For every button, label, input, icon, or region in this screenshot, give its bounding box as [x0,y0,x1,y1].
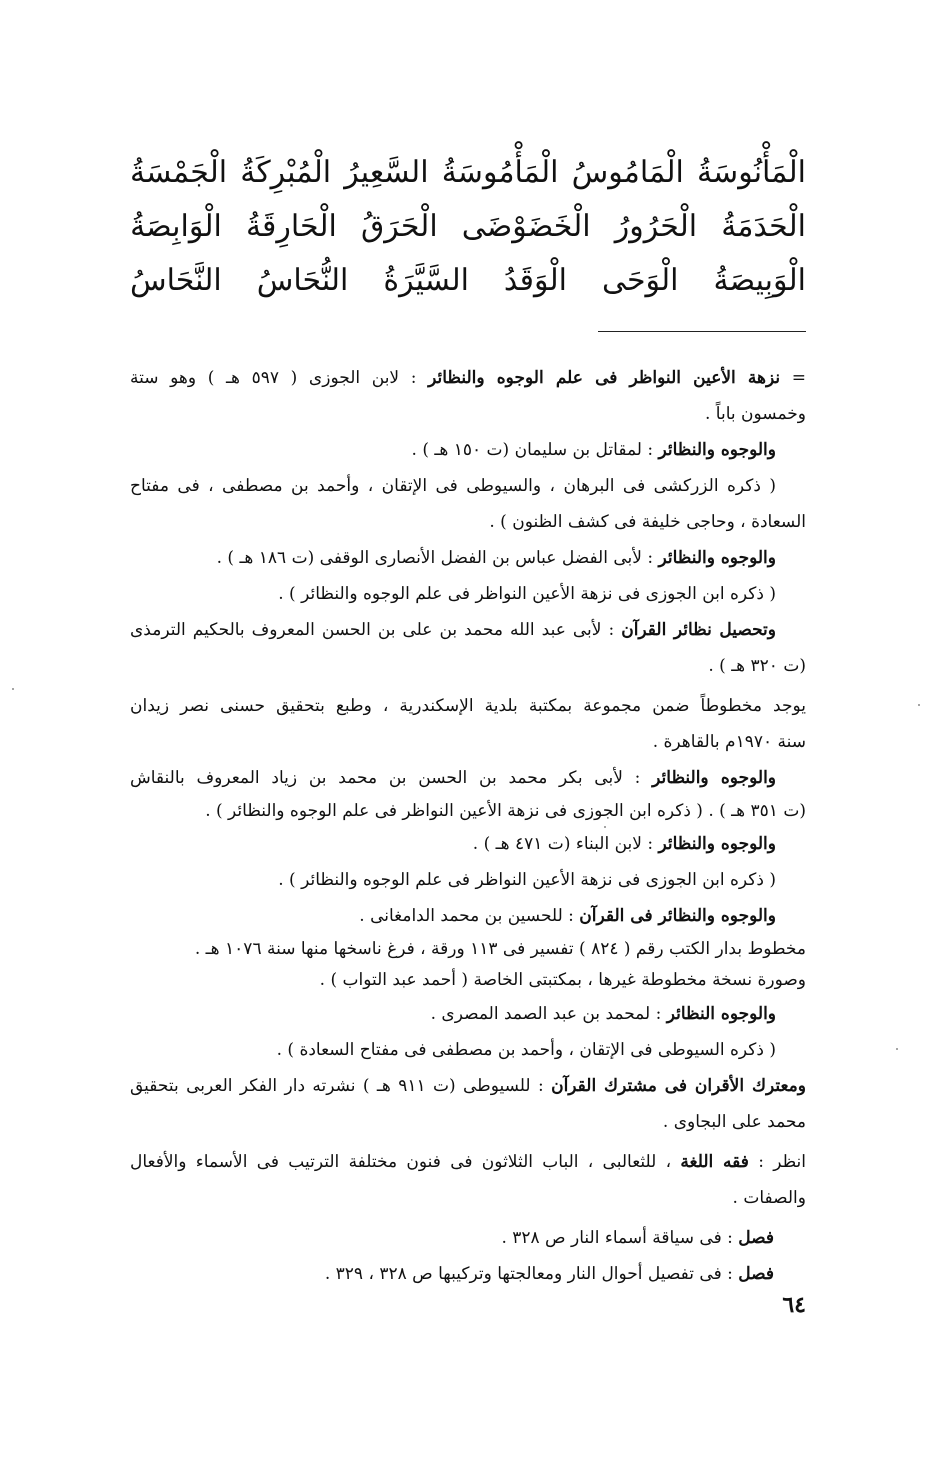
verse-word: الْوَبِيصَةُ [713,263,806,298]
footnote-line: يوجد مخطوطاً ضمن مجموعة بمكتبة بلدية الإسكندرية ، وطبع بتحقيق حسنى نصر زيدان [130,696,806,716]
footnote-text: : فى سياقة أسماء النار ص ٣٢٨ . [501,1228,739,1248]
verse-line-2 [130,204,806,250]
verse-word: الْوَحَى [601,263,679,298]
footnote-line: وخمسون باباً . [704,404,806,424]
footnote-line [130,1144,806,1180]
footnote-text: ، للثعالبى ، الباب الثلاثون فى فنون مختلفة الترتيب فى الأسماء والأفعال [130,1152,681,1172]
footnote-line: ( ذكره ابن الجوزى فى نزهة الأعين النواظر فى علم الوجوه والنظائر ) . [278,870,776,890]
verse-word: الْحَارِقَةُ [245,209,337,244]
scan-speck [604,826,606,828]
footnote-text: : فى تفصيل أحوال النار ومعالجتها وتركيبها ص ٣٢٨ ، ٣٢٩ . [324,1264,739,1284]
verse-word: الْحَرُورُ [614,209,698,244]
footnote-line: السعادة ، وحاجى خليفة فى كشف الظنون ) . [489,512,806,532]
footnote-line: ( ذكره الزركشى فى البرهان ، والسيوطى فى الإتقان ، وأحمد بن مصطفى ، فى مفتاح [130,476,776,496]
footnote-line: سنة ١٩٧٠م بالقاهرة . [652,732,806,752]
section-label: فصل [738,1264,774,1284]
verse-word: الْوَابِصَةُ [130,209,222,244]
verse-word: النَّحَاسُ [130,263,222,298]
footnote-text: : لابن البناء (ت ٤٧١ هـ ) . [472,834,659,854]
footnote-line: ( ذكره ابن الجوزى فى نزهة الأعين النواظر فى علم الوجوه والنظائر ) . [278,584,776,604]
footnote-separator [598,331,806,332]
footnotes [130,360,806,1292]
footnote-line: ( ذكره السيوطى فى الإتقان ، وأحمد بن مصطفى فى مفتاح السعادة ) . [276,1040,776,1060]
footnote-line: وصورة نسخة مخطوطة غيرها ، بمكتبتى الخاصة ( أحمد عبد التواب ) . [319,970,806,990]
verse-word: الْجَمْسَةُ [130,155,228,190]
book-title: والوجوه والنظائر [658,440,776,460]
scan-speck [918,704,920,706]
footnote-text: : لمحمد بن عبد الصمد المصرى . [430,1004,667,1024]
book-title: وتحصيل نظائر القرآن [621,620,776,640]
verse-word: الْمَأْمُوسَةُ [441,155,559,190]
section-label: فصل [738,1228,774,1248]
footnote-line: مخطوط بدار الكتب رقم ( ٨٢٤ ) تفسير فى ١١٣ ورقة ، فرغ ناسخها منها سنة ١٠٧٦ هـ . [194,939,806,959]
scan-speck [896,1048,898,1050]
book-title: فقه اللغة [680,1152,749,1172]
verse-word: النُّحَاسُ [256,263,349,298]
book-title: ومعترك الأقران فى مشترك القرآن [551,1076,806,1096]
verse-word: الْوَقَدُ [503,263,567,298]
footnote-line [130,1256,806,1292]
footnote-line [130,540,806,576]
verse-word: السَّيَّرَةُ [383,263,469,298]
book-title: والوجوه النظائر [666,1004,776,1024]
continuation-mark: = [780,368,806,388]
book-title: والوجوه والنظائر [652,768,776,788]
footnote-line [130,612,806,648]
footnote-text: : لمقاتل بن سليمان (ت ١٥٠ هـ ) . [411,440,659,460]
book-title: والوجوه والنظائر [658,548,776,568]
footnote-line: محمد على البجاوى . [662,1112,806,1132]
verse-word: الْمَأْنُوسَةُ [696,155,806,190]
book-title: والوجوه والنظائر [658,834,776,854]
footnote-line [130,1220,806,1256]
footnote-line: (ت ٣٥١ هـ ) . ( ذكره ابن الجوزى فى نزهة الأعين النواظر فى علم الوجوه والنظائر ) . [205,801,806,821]
verse-word: السَّعِيرُ [344,155,429,190]
footnote-text: : لأبى بكر محمد بن الحسن بن محمد بن زياد المعروف بالنقاش [130,768,653,788]
verse-word: الْمَامُوسُ [571,155,684,190]
verse-word: الْحَرَقُ [360,209,438,244]
scan-speck [12,688,14,690]
footnote-line [130,760,806,796]
footnote-line: (ت ٣٢٠ هـ ) . [708,656,806,676]
footnote-line: والصفات . [732,1188,806,1208]
footnote-text: : للسيوطى (ت ٩١١ هـ ) نشرته دار الفكر العربى بتحقيق [130,1076,552,1096]
footnote-text: : لأبى عبد الله محمد بن على بن الحسن المعروف بالحكيم الترمذى [130,620,622,640]
footnote-text: انظر : [748,1152,806,1172]
book-title: والوجوه والنظائر فى القرآن [579,906,776,926]
book-title: نزهة الأعين النواظر فى علم الوجوه والنظائر [428,368,781,388]
footnote-text: : للحسين بن محمد الدامغانى . [359,906,580,926]
verse-word: الْمُبْرِكَةُ [240,155,332,190]
footnote-text: : لابن الجوزى ( ٥٩٧ هـ ) وهو ستة [130,368,429,388]
footnote-line [130,360,806,396]
footnote-line [130,826,806,862]
verse-word: الْخَضَوْضَى [461,209,591,244]
footnote-text: : لأبى الفضل عباس بن الفضل الأنصارى الوقفى (ت ١٨٦ هـ ) . [216,548,659,568]
page-number: ٦٤ [782,1292,806,1318]
footnote-line [130,898,806,934]
footnote-line [130,432,806,468]
footnote-line [130,1068,806,1104]
verse-line-1 [130,150,806,196]
footnote-line [130,996,806,1032]
verse-line-3 [130,258,806,304]
verse-word: الْحَدَمَةُ [721,209,806,244]
